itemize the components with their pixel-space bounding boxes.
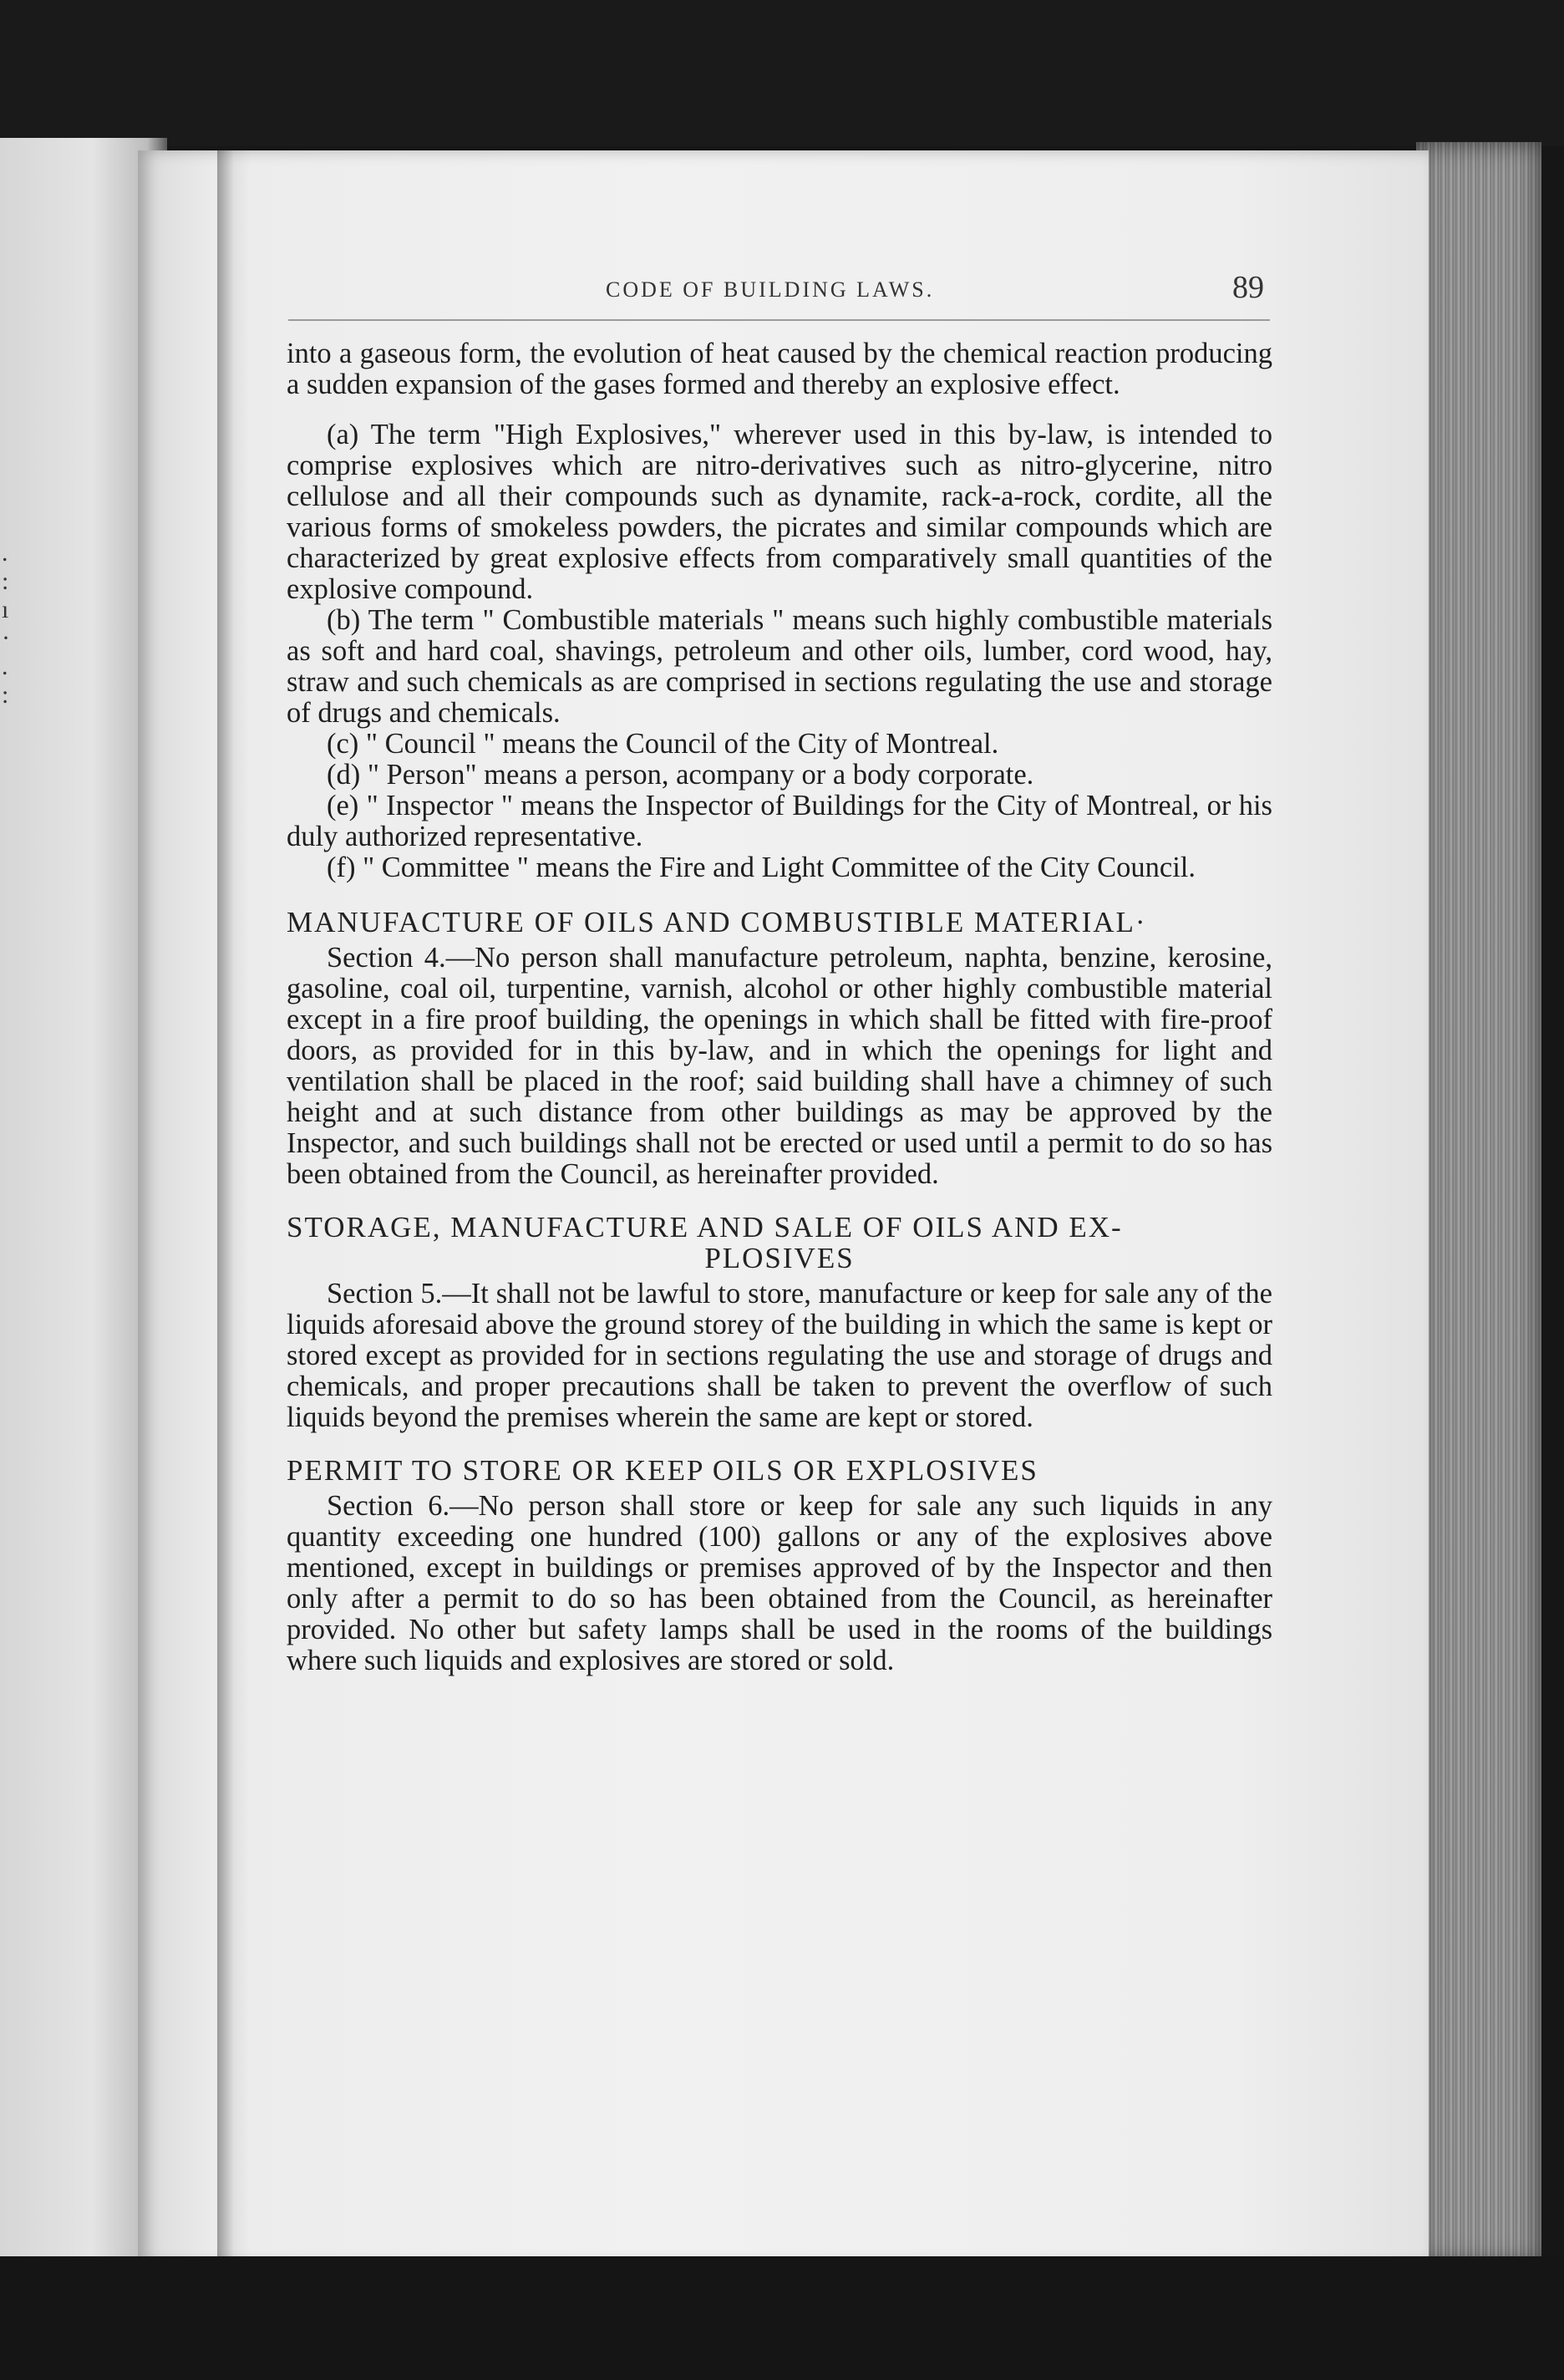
section-5-text: Section 5.—It shall not be lawful to store, manufacture or keep for sale any of the liquids aforesaid above the ground storey of the building in which the same is kept or stored except as provided for in sections regulating the use and storage of drugs and chemicals, and proper precautions shall be taken to prevent the overflow of such liquids beyond the premises wherein the same are kept or stored. bbox=[287, 1278, 1272, 1433]
scan-background-top bbox=[0, 0, 1564, 146]
paragraph-intro: into a gaseous form, the evolution of heat caused by the chemical reaction producing a sudden expansion of the gases formed and thereby an explosive effect. bbox=[287, 338, 1272, 400]
definition-f: (f) " Committee " means the Fire and Light Committee of the City Council. bbox=[327, 852, 1196, 883]
section-heading-storage bbox=[287, 1212, 1272, 1274]
section-heading-storage-line1: STORAGE, MANUFACTURE AND SALE OF OILS AND EX- bbox=[287, 1211, 1123, 1243]
scan-background-bottom bbox=[0, 2256, 1564, 2380]
section-heading-manufacture: MANUFACTURE OF OILS AND COMBUSTIBLE MATERIAL· bbox=[287, 906, 1147, 938]
running-head: CODE OF BUILDING LAWS. bbox=[606, 277, 935, 302]
page-number: 89 bbox=[1232, 270, 1264, 305]
definition-c: (c) " Council " means the Council of the City of Montreal. bbox=[327, 728, 999, 760]
facing-page-text-fragments: . : ı · . : bbox=[2, 539, 10, 709]
book-page-edges bbox=[1416, 142, 1541, 2265]
section-4-text: Section 4.—No person shall manufacture petroleum, naphta, benzine, kerosine, gasoline, coal oil, turpentine, varnish, alcohol or other highly combustible material except in a fire proof building, the openings in which shall be fitted with fire-proof doors, as provided for in this by-law, and in which the openings for light and ventilation shall be placed in the roof; said building shall have a chimney of such height and at such distance from other buildings as may be approved by the Inspector, and such buildings shall not be erected or used until a permit to do so has been obtained from the Council, as hereinafter provided. bbox=[287, 942, 1272, 1190]
section-6-text: Section 6.—No person shall store or keep for sale any such liquids in any quantity exceeding one hundred (100) gallons or any of the explosives above mentioned, except in buildings or premises approved of by the Inspector and then only after a permit to do so has been obtained from the Council, as hereinafter provided. No other but safety lamps shall be used in the rooms of the buildings where such liquids and explosives are stored or sold. bbox=[287, 1490, 1272, 1676]
page-gutter-shadow bbox=[217, 150, 251, 2265]
definition-b: (b) The term " Combustible materials " means such highly combustible materials as soft and hard coal, shavings, petroleum and other oils, lumber, cord wood, hay, straw and such chemicals as are comprised in sections regulating the use and storage of drugs and chemicals. bbox=[287, 604, 1272, 729]
section-heading-storage-line2: PLOSIVES bbox=[704, 1242, 855, 1274]
definition-a: (a) The term "High Explosives," wherever used in this by-law, is intended to comprise explosives which are nitro-derivatives such as nitro-glycerine, nitro cellulose and all their compounds such as dynamite, rack-a-rock, cordite, all the various forms of smokeless powders, the picrates and similar compounds which are characterized by great explosive effects from comparatively small quantities of the explosive compound. bbox=[287, 419, 1272, 605]
definition-d: (d) " Person" means a person, acompany or a body corporate. bbox=[327, 759, 1034, 791]
page-header bbox=[288, 269, 1270, 321]
page-body bbox=[287, 338, 1272, 1676]
definition-e: (e) " Inspector " means the Inspector of Buildings for the City of Montreal, or his duly authorized representative. bbox=[287, 790, 1272, 852]
section-heading-permit: PERMIT TO STORE OR KEEP OILS OR EXPLOSIVES bbox=[287, 1454, 1038, 1487]
